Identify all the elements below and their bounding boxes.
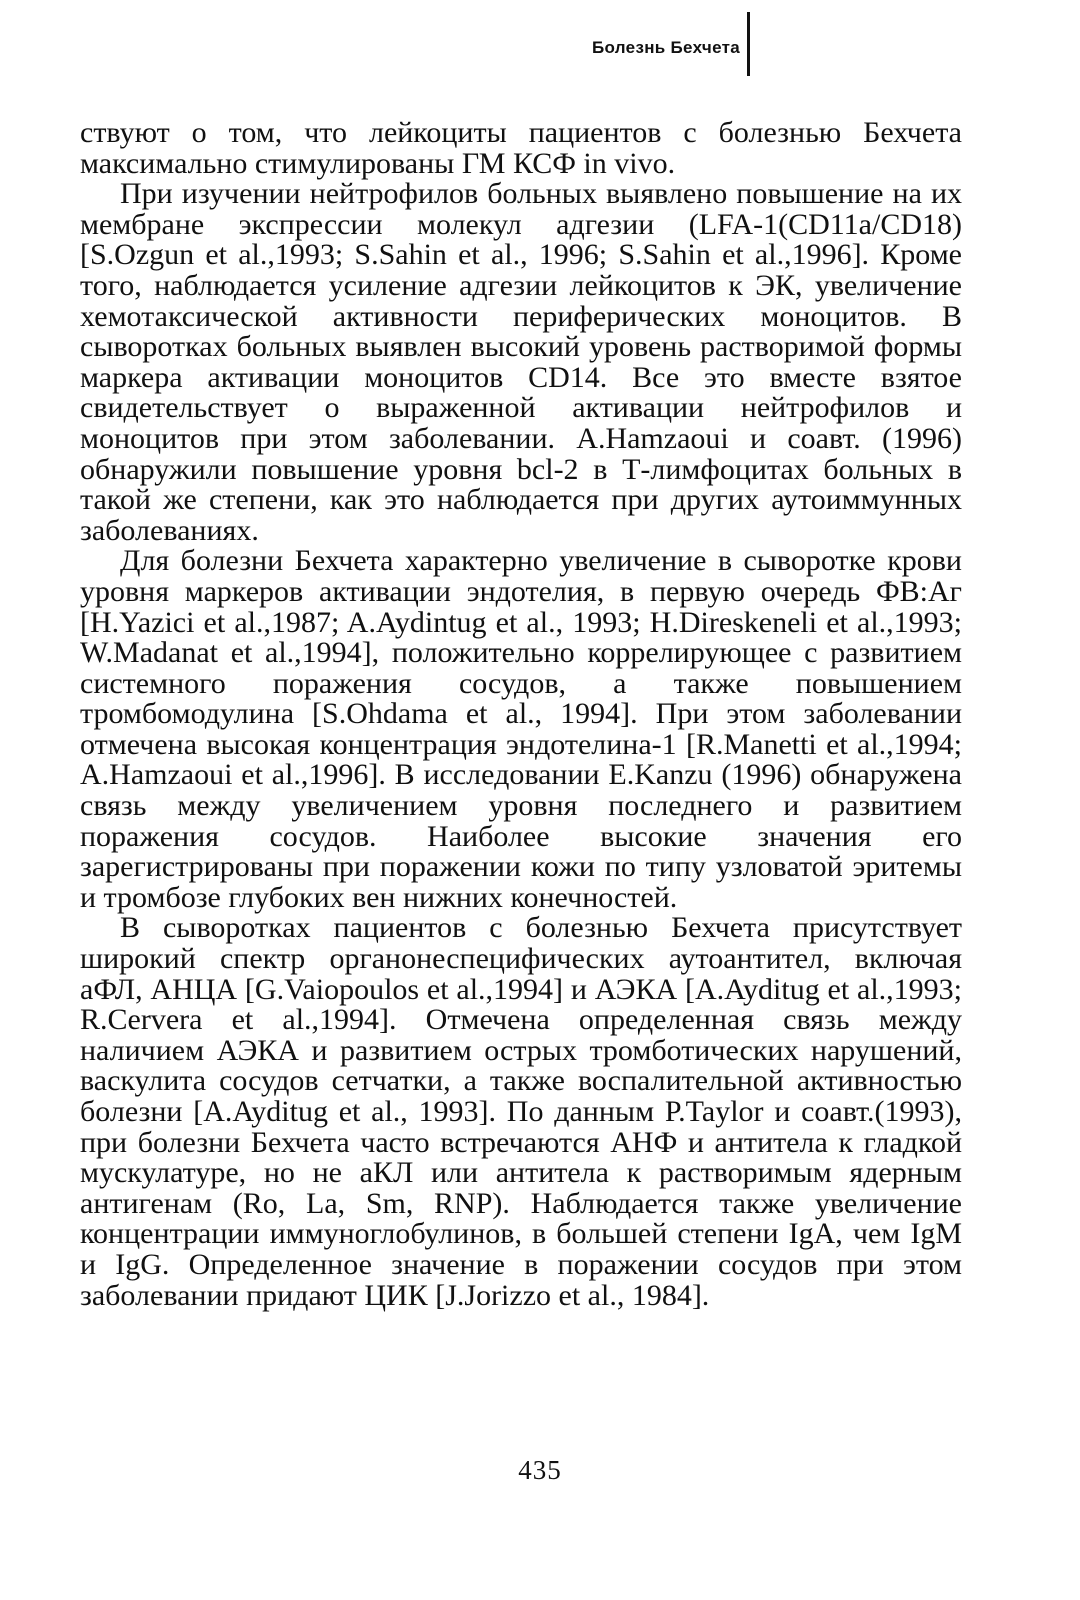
running-title: Болезнь Бехчета xyxy=(592,38,740,57)
page-number: 435 xyxy=(518,1455,562,1485)
paragraph-neutrophils: При изучении нейтрофилов больных выявлено повышение на их мембране экспрессии молекул адгезии (LFA-1(CD11a/CD18) [S.Ozgun et al.,1993; S.Sahin et al., 1996; S.Sahin et al.,1996]. Кроме того, наблюдается усиление адгезии лейкоцитов к ЭК, увеличение хемотаксической активности периферических моноцитов. В сыворотках больных выявлен высокий уровень растворимой формы маркера активации моноцитов CD14. Все это вместе взятое свидетельствует о выраженной активации нейтрофилов и моноцитов при этом заболевании. A.Hamzaoui и соавт. (1996) обнаружили повышение уровня bcl-2 в Т-лимфоцитах больных в такой же степени, как это наблюдается при других аутоиммунных заболеваниях. xyxy=(80,177,962,547)
body-text xyxy=(80,118,962,1311)
header-rule xyxy=(747,12,750,76)
paragraph-endothelium: Для болезни Бехчета характерно увеличение в сыворотке крови уровня маркеров активации эндотелия, в первую очередь ФВ:Аг [H.Yazici et al.,1987; A.Aydintug et al., 1993; H.Direskeneli et al.,1993; W.Madanat et al.,1994], положительно коррелирующее с развитием системного поражения сосудов, а также повышением тромбомодулина [S.Ohdama et al., 1994]. При этом заболевании отмечена высокая концентрация эндотелина-1 [R.Manetti et al.,1994; A.Hamzaoui et al.,1996]. В исследовании E.Kanzu (1996) обнаружена связь между увеличением уровня последнего и развитием поражения сосудов. Наиболее высокие значения его зарегистрированы при поражении кожи по типу узловатой эритемы и тромбозе глубоких вен нижних конечностей. xyxy=(80,544,962,914)
paragraph-continued: ствуют о том, что лейкоциты пациентов с болезнью Бехчета максимально стимулированы ГМ КСФ in vivo. xyxy=(80,116,962,180)
paragraph-autoantibodies: В сыворотках пациентов с болезнью Бехчета присутствует широкий спектр органонеспецифических аутоантител, включая аФЛ, АНЦА [G.Vaiopoulos et al.,1994] и АЭКА [A.Ayditug et al.,1993; R.Cervera et al.,1994]. Отмечена определенная связь между наличием АЭКА и развитием острых тромботических нарушений, васкулита сосудов сетчатки, а также воспалительной активностью болезни [A.Ayditug et al., 1993]. По данным P.Taylor и соавт.(1993), при болезни Бехчета часто встречаются АНФ и антитела к гладкой мускулатуре, но не аКЛ или антитела к растворимым ядерным антигенам (Ro, La, Sm, RNP). Наблюдается также увеличение концентрации иммуноглобулинов, в большей степени IgA, чем IgM и IgG. Определенное значение в поражении сосудов при этом заболевании придают ЦИК [J.Jorizzo et al., 1984]. xyxy=(80,911,962,1312)
